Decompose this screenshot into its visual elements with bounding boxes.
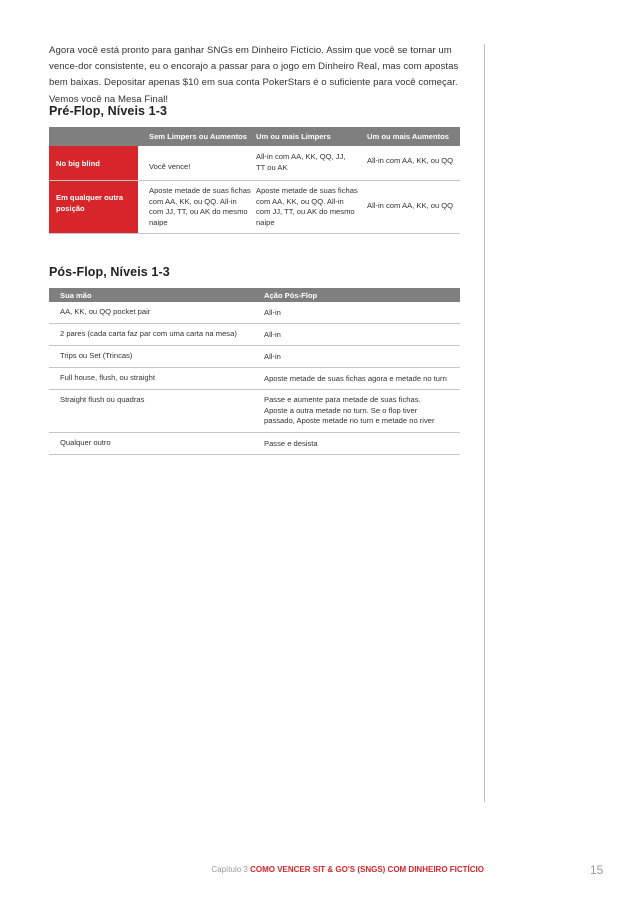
postflop-hand: Full house, flush, ou straight (60, 373, 155, 382)
footer-chapter-title: COMO VENCER SIT & GO'S (SNGS) COM DINHEIRO FICTÍCIO (250, 865, 484, 874)
postflop-action: All-in (264, 330, 281, 339)
preflop-col-header: Um ou mais Limpers (256, 132, 331, 141)
postflop-action: Aposte metade de suas fichas agora e metade no turn (264, 374, 447, 383)
preflop-col-header: Sem Limpers ou Aumentos (149, 132, 248, 141)
postflop-action: Passe e desista (264, 439, 318, 448)
preflop-row-label: Em qualquer outra posição (49, 181, 138, 233)
preflop-cell: Aposte metade de suas fichas com AA, KK, ou QQ. All-in com JJ, TT, ou AK do mesmo naipe (149, 186, 251, 227)
preflop-row-label: No big blind (49, 146, 138, 180)
postflop-heading: Pós-Flop, Níveis 1-3 (49, 265, 170, 279)
preflop-col-header: Um ou mais Aumentos (367, 132, 449, 141)
postflop-col-header: Ação Pós-Flop (264, 291, 318, 300)
page-margin-rule (484, 44, 485, 802)
preflop-heading: Pré-Flop, Níveis 1-3 (49, 104, 168, 118)
postflop-hand: 2 pares (cada carta faz par com uma carta na mesa) (60, 329, 237, 338)
page-number: 15 (590, 863, 604, 877)
postflop-row (49, 302, 460, 324)
preflop-table (49, 127, 460, 234)
postflop-header-row (49, 288, 460, 302)
postflop-col-header: Sua mão (60, 291, 92, 300)
postflop-row (49, 346, 460, 368)
postflop-hand: Qualquer outro (60, 438, 111, 447)
postflop-action: All-in (264, 308, 281, 317)
preflop-cell: Aposte metade de suas fichas com AA, KK, ou QQ. All-in com JJ, TT, ou AK do mesmo naipe (256, 186, 358, 227)
page-footer (0, 865, 484, 874)
postflop-row (49, 368, 460, 390)
postflop-action: Passe e aumente para metade de suas fichas. Aposte a outra metade no turn. Se o flop tiver passado, Aposte metade no turn e metade no river (264, 395, 435, 425)
preflop-cell: All-in com AA, KK, QQ, JJ, TT ou AK (256, 152, 346, 172)
postflop-hand: AA, KK, ou QQ pocket pair (60, 307, 151, 316)
postflop-row (49, 433, 460, 455)
intro-paragraph: Agora você está pronto para ganhar SNGs em Dinheiro Fictício. Assim que você se tornar um vence-dor consistente, eu o encorajo a passar para o jogo em Dinheiro Real, mas com apostas bem baixas. Depositar apenas $10 em sua conta PokerStars é o suficiente para você começar. Vemos você na Mesa Final! (49, 45, 459, 105)
postflop-row (49, 390, 460, 433)
postflop-hand: Straight flush ou quadras (60, 395, 145, 404)
postflop-row (49, 324, 460, 346)
postflop-hand: Trips ou Set (Trincas) (60, 351, 133, 360)
postflop-table (49, 288, 460, 455)
preflop-cell: Você vence! (149, 162, 191, 171)
postflop-action: All-in (264, 352, 281, 361)
preflop-cell: All-in com AA, KK, ou QQ (367, 201, 454, 210)
preflop-cell: All-in com AA, KK, ou QQ (367, 156, 454, 165)
preflop-header-row (49, 127, 460, 146)
preflop-row (49, 146, 460, 181)
footer-chapter: Capítulo 3 (211, 865, 248, 874)
preflop-row (49, 181, 460, 234)
